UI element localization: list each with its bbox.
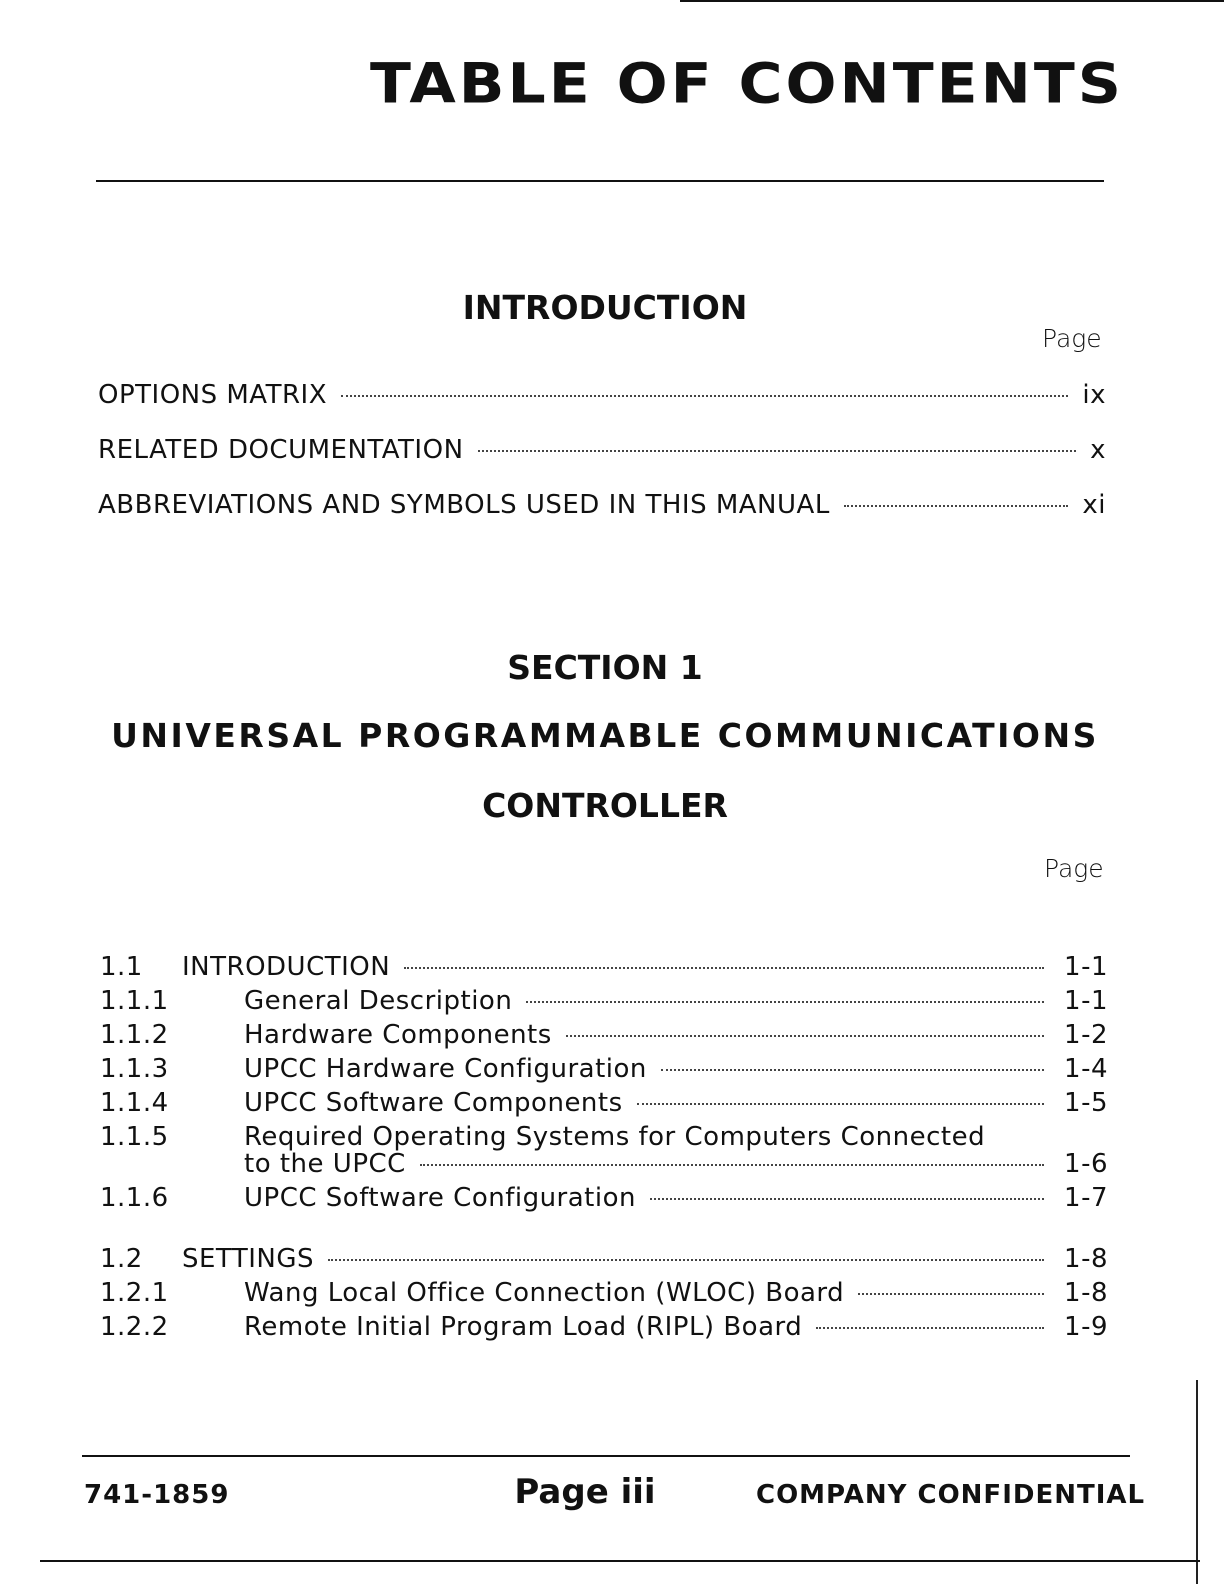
toc-entry-page: 1-2 xyxy=(1064,1020,1108,1050)
dot-leader xyxy=(650,1198,1044,1200)
toc-entry-page: xi xyxy=(1082,490,1106,520)
toc-entry-1-1-6[interactable] xyxy=(100,1183,1108,1213)
intro-page-column-label: Page xyxy=(1042,324,1102,353)
toc-entry-page: 1-4 xyxy=(1064,1054,1108,1084)
toc-entry-number: 1.1 xyxy=(100,952,143,982)
dot-leader xyxy=(478,450,1077,452)
toc-entry-1-1-5-line2[interactable] xyxy=(100,1149,1108,1179)
dot-leader xyxy=(420,1164,1044,1166)
dot-leader xyxy=(404,967,1044,969)
toc-entry-label: General Description xyxy=(244,986,513,1016)
toc-entry-1-2-1[interactable] xyxy=(100,1278,1108,1308)
toc-entry-number: 1.2.1 xyxy=(100,1278,169,1308)
toc-entry-number: 1.1.1 xyxy=(100,986,169,1016)
document-number: 741-1859 xyxy=(84,1480,230,1510)
toc-entry-page: 1-9 xyxy=(1064,1312,1108,1342)
toc-entry-label-continued: to the UPCC xyxy=(244,1149,406,1179)
toc-entry-1-1-5-line1[interactable] xyxy=(100,1122,1108,1152)
toc-entry-label: UPCC Hardware Configuration xyxy=(244,1054,647,1084)
toc-entry-page: 1-1 xyxy=(1064,952,1108,982)
dot-leader xyxy=(844,505,1069,507)
toc-entry-1-2[interactable] xyxy=(100,1244,1108,1274)
toc-entry-page: ix xyxy=(1082,380,1106,410)
toc-entry-label: ABBREVIATIONS AND SYMBOLS USED IN THIS MANUAL xyxy=(98,490,830,520)
toc-entry-number: 1.1.4 xyxy=(100,1088,169,1118)
toc-entry-options-matrix[interactable] xyxy=(98,380,1106,410)
title-divider xyxy=(96,180,1104,182)
toc-entry-1-2-2[interactable] xyxy=(100,1312,1108,1342)
toc-entry-page: 1-7 xyxy=(1064,1183,1108,1213)
toc-entry-label: OPTIONS MATRIX xyxy=(98,380,328,410)
toc-entry-number: 1.1.5 xyxy=(100,1122,169,1152)
toc-entry-page: 1-8 xyxy=(1064,1278,1108,1308)
toc-entry-number: 1.2 xyxy=(100,1244,143,1274)
dot-leader xyxy=(566,1035,1044,1037)
toc-entry-number: 1.1.3 xyxy=(100,1054,169,1084)
toc-entry-related-documentation[interactable] xyxy=(98,435,1106,465)
section-label: SECTION 1 xyxy=(507,648,703,687)
toc-entry-label: Required Operating Systems for Computers Connected xyxy=(244,1122,986,1152)
toc-entry-1-1-3[interactable] xyxy=(100,1054,1108,1084)
right-edge-rule xyxy=(1196,1380,1198,1584)
toc-entry-label: UPCC Software Configuration xyxy=(244,1183,636,1213)
dot-leader xyxy=(816,1327,1044,1329)
toc-entry-page: 1-6 xyxy=(1064,1149,1108,1179)
dot-leader xyxy=(341,395,1068,397)
introduction-heading: INTRODUCTION xyxy=(462,288,748,327)
dot-leader xyxy=(526,1001,1044,1003)
page-number: Page iii xyxy=(514,1472,656,1512)
toc-entry-label: RELATED DOCUMENTATION xyxy=(98,435,464,465)
toc-entry-page: x xyxy=(1090,435,1106,465)
toc-entry-page: 1-5 xyxy=(1064,1088,1108,1118)
bottom-edge-rule xyxy=(40,1560,1200,1562)
toc-entry-abbreviations[interactable] xyxy=(98,490,1106,520)
top-edge-rule xyxy=(680,0,1224,2)
toc-entry-label: SETTINGS xyxy=(182,1244,315,1274)
confidentiality-label: COMPANY CONFIDENTIAL xyxy=(756,1480,1146,1510)
toc-entry-number: 1.1.6 xyxy=(100,1183,169,1213)
toc-entry-number: 1.2.2 xyxy=(100,1312,169,1342)
toc-entry-page: 1-1 xyxy=(1064,986,1108,1016)
toc-entry-label: Hardware Components xyxy=(244,1020,552,1050)
toc-entry-page: 1-8 xyxy=(1064,1244,1108,1274)
dot-leader xyxy=(858,1293,1044,1295)
toc-entry-1-1-1[interactable] xyxy=(100,986,1108,1016)
toc-entry-label: INTRODUCTION xyxy=(182,952,391,982)
section-title-line1: UNIVERSAL PROGRAMMABLE COMMUNICATIONS xyxy=(111,716,1099,755)
toc-entry-label: Remote Initial Program Load (RIPL) Board xyxy=(244,1312,803,1342)
dot-leader xyxy=(661,1069,1044,1071)
section-title-line2: CONTROLLER xyxy=(482,786,728,825)
toc-entry-1-1-2[interactable] xyxy=(100,1020,1108,1050)
dot-leader xyxy=(637,1103,1044,1105)
toc-entry-number: 1.1.2 xyxy=(100,1020,169,1050)
toc-entry-1-1[interactable] xyxy=(100,952,1108,982)
page-title: TABLE OF CONTENTS xyxy=(370,52,1124,117)
dot-leader xyxy=(328,1259,1044,1261)
section-page-column-label: Page xyxy=(1044,854,1104,883)
toc-entry-1-1-4[interactable] xyxy=(100,1088,1108,1118)
toc-entry-label: Wang Local Office Connection (WLOC) Board xyxy=(244,1278,845,1308)
footer-divider xyxy=(82,1455,1130,1457)
toc-entry-label: UPCC Software Components xyxy=(244,1088,623,1118)
